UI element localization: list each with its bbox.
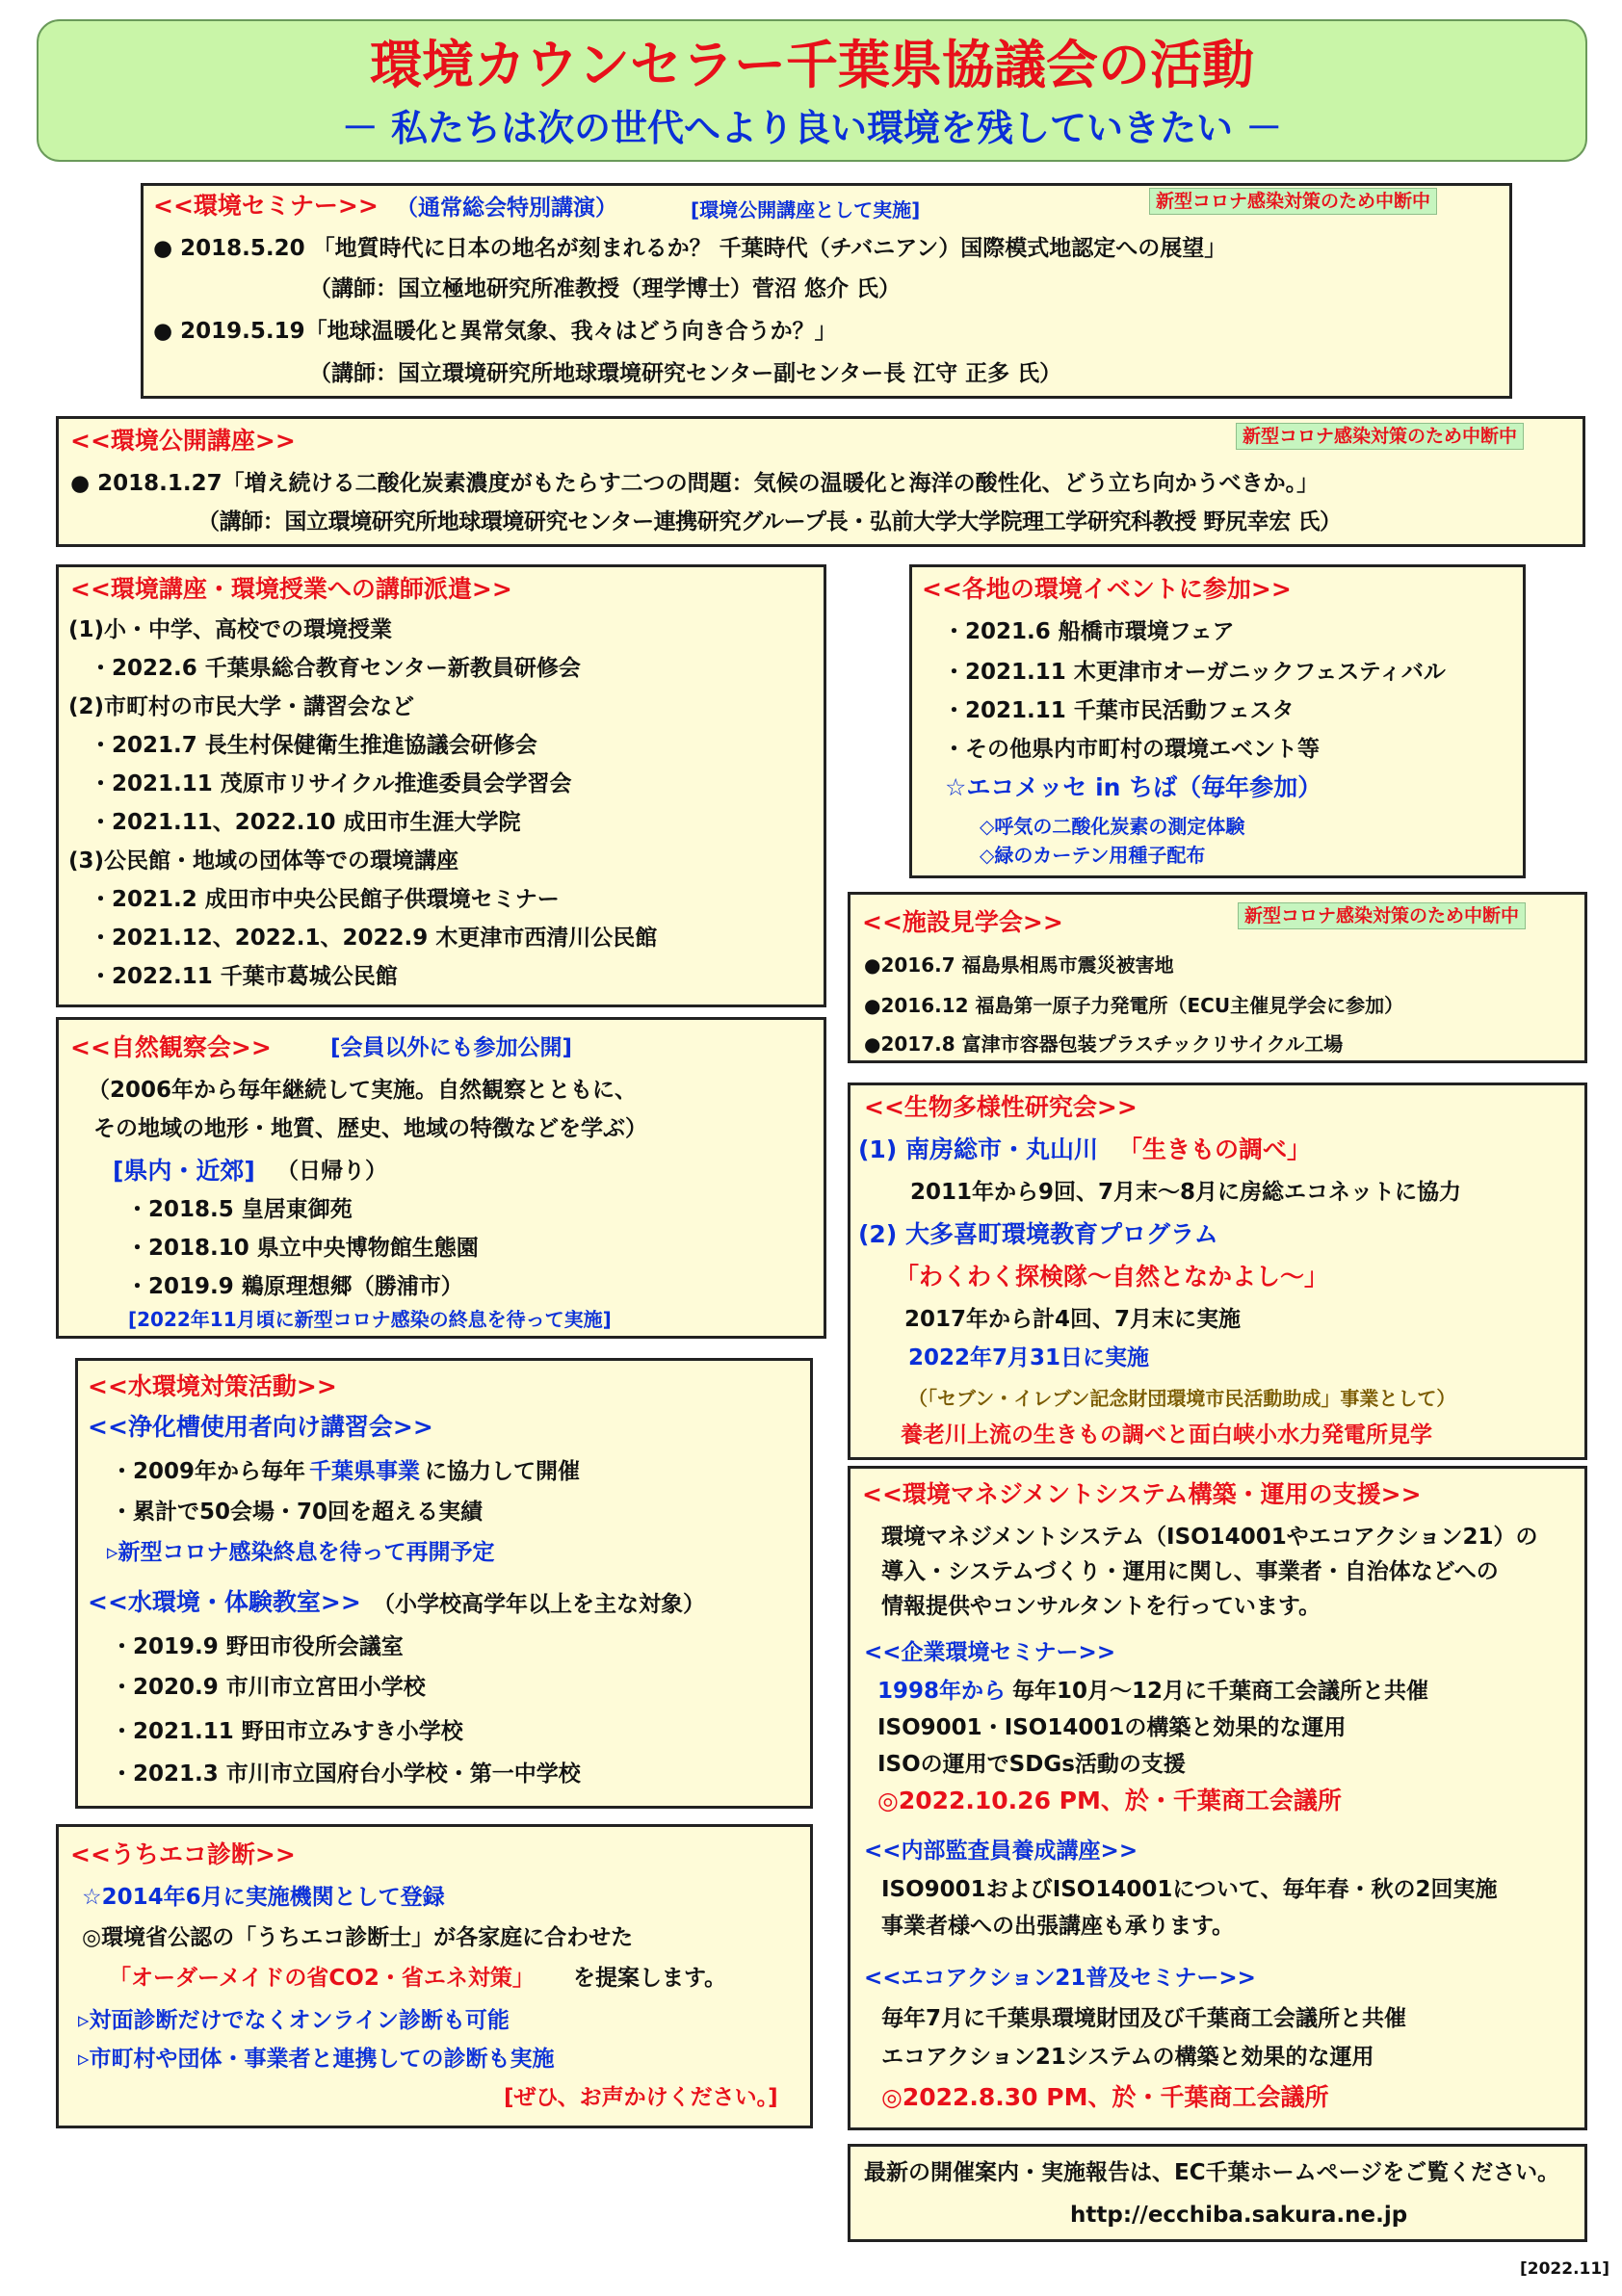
water-title: <<水環境対策活動>> — [88, 1372, 337, 1400]
seminar-tag: [環境公開講座として実施] — [691, 198, 921, 222]
events-title: <<各地の環境イベントに参加>> — [922, 575, 1292, 603]
dispatch-line: ・2022.11 千葉市葛城公民館 — [90, 964, 398, 989]
nature-line: ・2018.10 県立中央博物館生態園 — [126, 1236, 479, 1261]
dispatch-line: ・2021.11 茂原市リサイクル推進委員会学習会 — [90, 771, 572, 796]
public-lecture-section — [56, 416, 1585, 547]
ecomesse-activity-1: ◇呼気の二酸化炭素の測定体験 — [980, 815, 1245, 838]
ecoaction-line-1: 毎年7月に千葉県環境財団及び千葉商工会議所と共催 — [881, 2006, 1407, 2031]
events-section — [909, 564, 1526, 878]
facility-line: ●2016.12 福島第一原子力発電所（ECU主催見学会に参加） — [864, 994, 1404, 1017]
dispatch-line: (1)小・中学、高校での環境授業 — [68, 617, 393, 642]
water-line: ・2021.3 市川市立国府台小学校・第一中学校 — [111, 1761, 581, 1787]
nature-region: [県内・近郊] — [113, 1157, 255, 1185]
biodiversity-heading-1: (1) 南房総市・丸山川 — [858, 1135, 1098, 1163]
water-sub-1: <<浄化槽使用者向け講習会>> — [88, 1413, 433, 1441]
seminar-item-1-lecturer: （講師：国立極地研究所准教授（理学博士）菅沼 悠介 氏） — [309, 276, 902, 301]
uchieco-line-4: ▹対面診断だけでなくオンライン診断も可能 — [78, 2008, 510, 2033]
water-sub-2: <<水環境・体験教室>> — [88, 1588, 361, 1616]
uchieco-title: <<うちエコ診断>> — [70, 1840, 296, 1868]
dispatch-title: <<環境講座・環境授業への講師派遣>> — [70, 575, 512, 603]
ecoaction-title: <<エコアクション21普及セミナー>> — [864, 1966, 1256, 1991]
internal-audit-line-1: ISO9001およびISO14001について、毎年春・秋の2回実施 — [881, 1877, 1498, 1902]
nature-line: ・2019.9 鵜原理想郷（勝浦市） — [126, 1274, 463, 1299]
water-sub-1-line-3: ▹新型コロナ感染終息を待って再開予定 — [107, 1540, 495, 1565]
events-line: ・2021.11 千葉市民活動フェスタ — [943, 698, 1295, 723]
dispatch-line: ・2021.12、2022.1、2022.9 木更津市西清川公民館 — [90, 926, 658, 951]
seminar-item-1: ● 2018.5.20 「地質時代に日本の地名が刻まれるか？ 千葉時代（チバニアン）国際模式地認定への展望」 — [153, 236, 1227, 261]
header-banner — [37, 19, 1587, 162]
seminar-suspended-badge: 新型コロナ感染対策のため中断中 — [1149, 188, 1437, 215]
uchieco-section — [56, 1824, 813, 2128]
uchieco-line-3-red: 「オーダーメイドの省CO2・省エネ対策」 — [109, 1966, 535, 1991]
internal-audit-line-2: 事業者様への出張講座も承ります。 — [881, 1914, 1235, 1939]
nature-description-2: その地域の地形・地質、歴史、地域の特徴などを学ぶ） — [93, 1116, 647, 1141]
biodiversity-line-4: （「セブン・イレブン記念財団環境市民活動助成」事業として） — [908, 1387, 1456, 1410]
dispatch-line: ・2021.7 長生村保健衛生推進協議会研修会 — [90, 733, 537, 758]
water-sub-1-line-1b: 千葉県事業 — [309, 1459, 420, 1484]
footer-info-box — [848, 2144, 1587, 2242]
dispatch-section — [56, 564, 826, 1007]
events-line: ・2021.11 木更津市オーガニックフェスティバル — [943, 660, 1446, 685]
public-lecture-item-1-lecturer: （講師：国立環境研究所地球環境研究センター連携研究グループ長・弘前大学大学院理工学研究科教授 野尻幸宏 氏） — [197, 509, 1342, 535]
seminar-item-2-lecturer: （講師：国立環境研究所地球環境研究センター副センター長 江守 正多 氏） — [309, 361, 1062, 386]
page-subtitle: － 私たちは次の世代へより良い環境を残していきたい － — [341, 107, 1283, 149]
facility-suspended-badge: 新型コロナ感染対策のため中断中 — [1238, 902, 1526, 929]
ems-section — [848, 1466, 1587, 2130]
seminar-item-2: ● 2019.5.19「地球温暖化と異常気象、我々はどう向き合うか？」 — [153, 319, 837, 344]
water-sub-1-line-1c: に協力して開催 — [425, 1459, 580, 1484]
ecomesse-activity-2: ◇緑のカーテン用種子配布 — [980, 844, 1206, 867]
seminar-section — [141, 183, 1512, 399]
ems-description: 環境マネジメントシステム（ISO14001やエコアクション21）の — [881, 1525, 1538, 1550]
water-sub-2-note: （小学校高学年以上を主な対象） — [373, 1592, 705, 1617]
ecoaction-date: ◎2022.8.30 PM、於・千葉商工会議所 — [881, 2083, 1329, 2111]
facility-line: ●2017.8 富津市容器包装プラスチックリサイクル工場 — [864, 1032, 1344, 1056]
uchieco-line-6: [ぜひ、お声かけください。] — [504, 2085, 778, 2110]
biodiversity-line-5: 養老川上流の生きもの調べと面白峡小水力発電所見学 — [901, 1422, 1432, 1448]
ecomesse-heading: ☆エコメッセ in ちば（毎年参加） — [945, 773, 1322, 801]
ems-title: <<環境マネジメントシステム構築・運用の支援>> — [862, 1480, 1422, 1508]
nature-description-1: （2006年から毎年継続して実施。自然観察とともに、 — [88, 1078, 638, 1103]
public-lecture-suspended-badge: 新型コロナ感染対策のため中断中 — [1236, 423, 1524, 450]
seminar-note: （通常総会特別講演） — [396, 196, 617, 221]
corporate-seminar-title: <<企業環境セミナー>> — [864, 1640, 1116, 1665]
facility-title: <<施設見学会>> — [862, 908, 1063, 936]
facility-line: ●2016.7 福島県相馬市震災被害地 — [864, 953, 1174, 977]
biodiversity-section — [848, 1083, 1587, 1460]
ems-description: 情報提供やコンサルタントを行っています。 — [881, 1594, 1321, 1619]
dispatch-line: ・2022.6 千葉県総合教育センター新教員研修会 — [90, 656, 581, 681]
dispatch-line: ・2021.2 成田市中央公民館子供環境セミナー — [90, 887, 560, 912]
water-sub-1-line-1a: ・2009年から毎年 — [111, 1459, 306, 1484]
events-line: ・2021.6 船橋市環境フェア — [943, 619, 1235, 644]
footer-info-text: 最新の開催案内・実施報告は、EC千葉ホームページをご覧ください。 — [864, 2160, 1560, 2185]
water-section — [75, 1358, 813, 1809]
nature-note: [2022年11月頃に新型コロナ感染の終息を待って実施] — [128, 1308, 612, 1331]
issue-date: [2022.11] — [1520, 2259, 1609, 2279]
uchieco-line-2: ◎環境省公認の「うちエコ診断士」が各家庭に合わせた — [82, 1925, 634, 1950]
biodiversity-heading-2: (2) 大多喜町環境教育プログラム — [858, 1220, 1218, 1248]
public-lecture-title: <<環境公開講座>> — [70, 427, 296, 455]
water-line: ・2020.9 市川市立宮田小学校 — [111, 1675, 426, 1700]
biodiversity-line-1: 2011年から9回、7月末～8月に房総エコネットに協力 — [910, 1180, 1462, 1205]
corporate-seminar-line-1: 毎年10月～12月に千葉商工会議所と共催 — [1012, 1679, 1429, 1704]
nature-title: <<自然観察会>> — [70, 1033, 272, 1061]
biodiversity-heading-1-red: 「生きもの調べ」 — [1118, 1135, 1312, 1163]
nature-tag: [会員以外にも参加公開] — [330, 1035, 573, 1060]
dispatch-line: (3)公民館・地域の団体等での環境講座 — [68, 848, 459, 874]
biodiversity-line-3: 2022年7月31日に実施 — [908, 1345, 1150, 1370]
corporate-seminar-start: 1998年から — [877, 1679, 1007, 1704]
corporate-seminar-line-3: ISOの運用でSDGs活動の支援 — [877, 1752, 1186, 1777]
uchieco-line-3: を提案します。 — [573, 1966, 727, 1991]
internal-audit-title: <<内部監査員養成講座>> — [864, 1839, 1138, 1864]
water-sub-1-line-2: ・累計で50会場・70回を超える実績 — [111, 1500, 484, 1525]
facility-section — [848, 892, 1587, 1063]
uchieco-line-1: ☆2014年6月に実施機関として登録 — [82, 1885, 445, 1910]
footer-url[interactable]: http://ecchiba.sakura.ne.jp — [1070, 2203, 1408, 2228]
events-line: ・その他県内市町村の環境エベント等 — [943, 737, 1320, 762]
seminar-title: <<環境セミナー>> — [153, 192, 379, 220]
biodiversity-heading-2-red: 「わくわく探検隊～自然となかよし～」 — [895, 1263, 1329, 1291]
biodiversity-line-2: 2017年から計4回、7月末に実施 — [904, 1307, 1242, 1332]
dispatch-line: (2)市町村の市民大学・講習会など — [68, 694, 415, 719]
water-line: ・2021.11 野田市立みすき小学校 — [111, 1719, 463, 1744]
ecoaction-line-2: エコアクション21システムの構築と効果的な運用 — [881, 2045, 1374, 2070]
corporate-seminar-line-2: ISO9001・ISO14001の構築と効果的な運用 — [877, 1715, 1347, 1740]
uchieco-line-5: ▹市町村や団体・事業者と連携しての診断も実施 — [78, 2047, 555, 2072]
biodiversity-title: <<生物多様性研究会>> — [864, 1093, 1138, 1121]
page-title: 環境カウンセラー千葉県協議会の活動 — [370, 35, 1254, 95]
nature-region-note: （日帰り） — [276, 1159, 387, 1184]
water-line: ・2019.9 野田市役所会議室 — [111, 1634, 404, 1659]
dispatch-line: ・2021.11、2022.10 成田市生涯大学院 — [90, 810, 521, 835]
nature-section — [56, 1017, 826, 1339]
ems-description: 導入・システムづくり・運用に関し、事業者・自治体などへの — [881, 1559, 1499, 1584]
nature-line: ・2018.5 皇居東御苑 — [126, 1197, 353, 1222]
public-lecture-item-1: ● 2018.1.27「増え続ける二酸化炭素濃度がもたらす二つの問題：気候の温暖化と海洋の酸性化、どう立ち向かうべきか。」 — [70, 471, 1320, 496]
corporate-seminar-date: ◎2022.10.26 PM、於・千葉商工会議所 — [877, 1787, 1342, 1814]
